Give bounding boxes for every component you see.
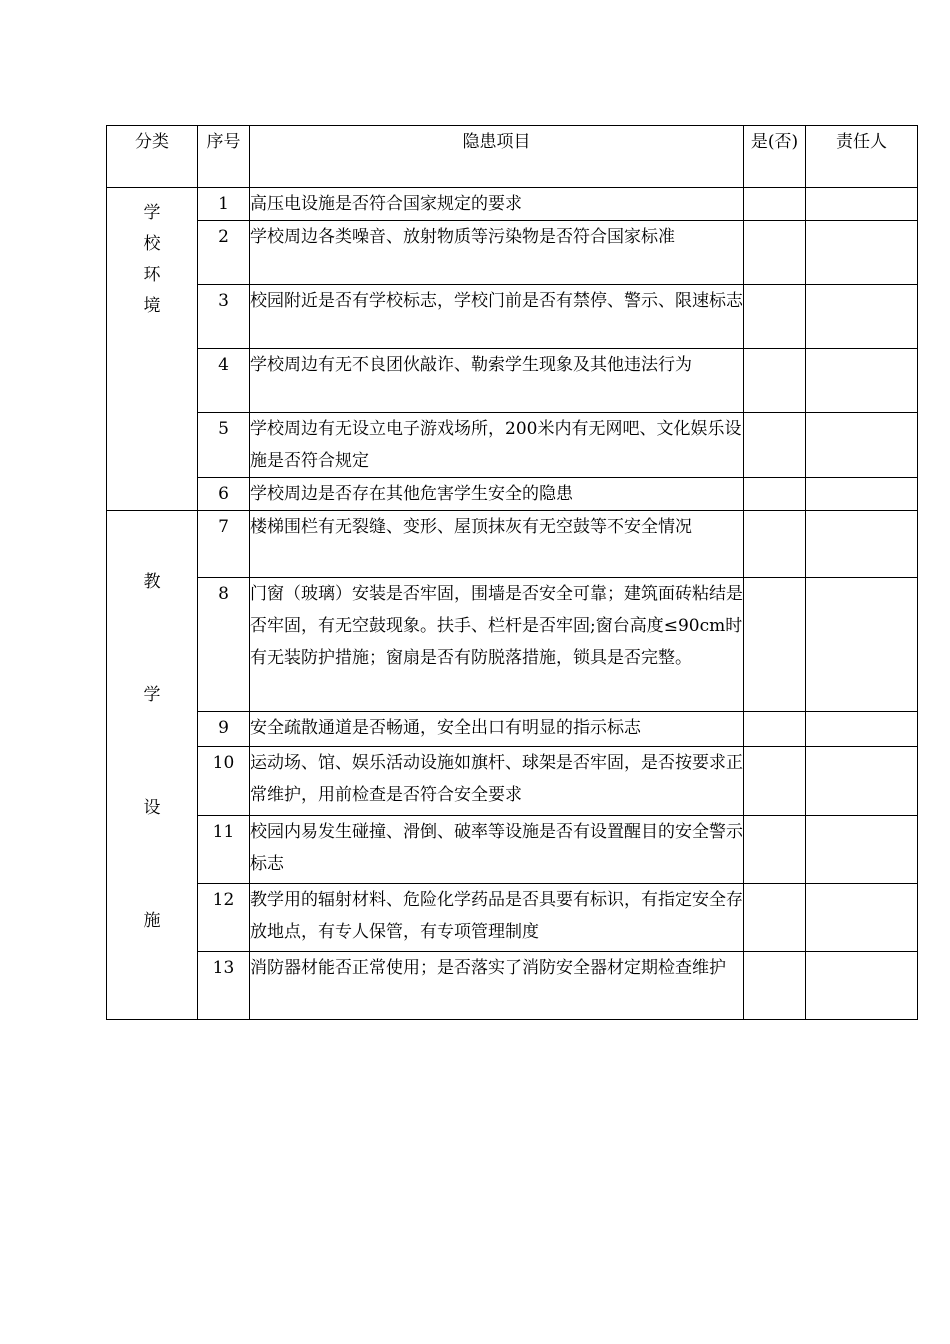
row-number: 7 bbox=[198, 511, 250, 578]
table-row bbox=[107, 221, 918, 285]
table-row bbox=[107, 511, 918, 578]
row-number: 10 bbox=[198, 747, 250, 815]
yes-no-cell[interactable] bbox=[744, 413, 806, 478]
hazard-checklist-table bbox=[106, 125, 918, 1020]
row-number: 11 bbox=[198, 815, 250, 883]
hazard-item: 教学用的辐射材料、危险化学药品是否具要有标识，有指定安全存放地点，有专人保管，有专项管理制度 bbox=[250, 884, 744, 952]
category-char: 校 bbox=[143, 234, 161, 254]
hazard-item: 楼梯围栏有无裂缝、变形、屋顶抹灰有无空鼓等不安全情况 bbox=[250, 511, 744, 578]
yes-no-cell[interactable] bbox=[744, 511, 806, 578]
category-char: 境 bbox=[143, 296, 161, 316]
category-char: 施 bbox=[143, 911, 161, 931]
hazard-item: 学校周边有无设立电子游戏场所，200米内有无网吧、文化娱乐设施是否符合规定 bbox=[250, 413, 744, 478]
yes-no-cell[interactable] bbox=[744, 478, 806, 511]
row-number: 13 bbox=[198, 952, 250, 1020]
category-char: 教 bbox=[143, 572, 161, 592]
category-char: 学 bbox=[143, 203, 161, 223]
yes-no-cell[interactable] bbox=[744, 221, 806, 285]
hazard-item: 消防器材能否正常使用；是否落实了消防安全器材定期检查维护 bbox=[250, 952, 744, 1020]
category-char: 环 bbox=[143, 265, 161, 285]
responsible-cell[interactable] bbox=[806, 285, 918, 349]
table-row bbox=[107, 952, 918, 1020]
hazard-item: 学校周边各类噪音、放射物质等污染物是否符合国家标准 bbox=[250, 221, 744, 285]
category-cell bbox=[107, 188, 198, 511]
yes-no-cell[interactable] bbox=[744, 747, 806, 815]
row-number: 5 bbox=[198, 413, 250, 478]
yes-no-cell[interactable] bbox=[744, 952, 806, 1020]
responsible-cell[interactable] bbox=[806, 712, 918, 747]
responsible-cell[interactable] bbox=[806, 413, 918, 478]
yes-no-cell[interactable] bbox=[744, 285, 806, 349]
header-yes-no: 是(否) bbox=[744, 126, 806, 188]
table-row bbox=[107, 349, 918, 413]
hazard-item: 门窗（玻璃）安装是否牢固，围墙是否安全可靠；建筑面砖粘结是否牢固，有无空鼓现象。扶手、栏杆是否牢固;窗台高度≤90cm时有无装防护措施；窗扇是否有防脱落措施，锁具是否完整。 bbox=[250, 578, 744, 712]
yes-no-cell[interactable] bbox=[744, 815, 806, 883]
category-cell bbox=[107, 511, 198, 1020]
responsible-cell[interactable] bbox=[806, 478, 918, 511]
row-number: 9 bbox=[198, 712, 250, 747]
table-row bbox=[107, 413, 918, 478]
header-category: 分类 bbox=[107, 126, 198, 188]
responsible-cell[interactable] bbox=[806, 884, 918, 952]
row-number: 8 bbox=[198, 578, 250, 712]
table-body bbox=[107, 188, 918, 1020]
yes-no-cell[interactable] bbox=[744, 188, 806, 221]
row-number: 3 bbox=[198, 285, 250, 349]
responsible-cell[interactable] bbox=[806, 952, 918, 1020]
row-number: 6 bbox=[198, 478, 250, 511]
header-number: 序号 bbox=[198, 126, 250, 188]
yes-no-cell[interactable] bbox=[744, 712, 806, 747]
responsible-cell[interactable] bbox=[806, 349, 918, 413]
hazard-item: 学校周边有无不良团伙敲诈、勒索学生现象及其他违法行为 bbox=[250, 349, 744, 413]
header-responsible: 责任人 bbox=[806, 126, 918, 188]
table-row bbox=[107, 478, 918, 511]
row-number: 2 bbox=[198, 221, 250, 285]
table-row bbox=[107, 188, 918, 221]
hazard-item: 学校周边是否存在其他危害学生安全的隐患 bbox=[250, 478, 744, 511]
responsible-cell[interactable] bbox=[806, 578, 918, 712]
table-row bbox=[107, 815, 918, 883]
hazard-item: 高压电设施是否符合国家规定的要求 bbox=[250, 188, 744, 221]
category-char: 学 bbox=[143, 685, 161, 705]
table-row bbox=[107, 712, 918, 747]
table-row bbox=[107, 578, 918, 712]
yes-no-cell[interactable] bbox=[744, 578, 806, 712]
responsible-cell[interactable] bbox=[806, 221, 918, 285]
responsible-cell[interactable] bbox=[806, 511, 918, 578]
header-row bbox=[107, 126, 918, 188]
responsible-cell[interactable] bbox=[806, 815, 918, 883]
yes-no-cell[interactable] bbox=[744, 349, 806, 413]
table-row bbox=[107, 747, 918, 815]
category-char: 设 bbox=[143, 798, 161, 818]
table-row bbox=[107, 884, 918, 952]
responsible-cell[interactable] bbox=[806, 188, 918, 221]
yes-no-cell[interactable] bbox=[744, 884, 806, 952]
header-item: 隐患项目 bbox=[250, 126, 744, 188]
hazard-item: 安全疏散通道是否畅通，安全出口有明显的指示标志 bbox=[250, 712, 744, 747]
hazard-item: 校园附近是否有学校标志，学校门前是否有禁停、警示、限速标志 bbox=[250, 285, 744, 349]
responsible-cell[interactable] bbox=[806, 747, 918, 815]
hazard-item: 校园内易发生碰撞、滑倒、破率等设施是否有设置醒目的安全警示标志 bbox=[250, 815, 744, 883]
row-number: 1 bbox=[198, 188, 250, 221]
row-number: 12 bbox=[198, 884, 250, 952]
hazard-item: 运动场、馆、娱乐活动设施如旗杆、球架是否牢固，是否按要求正常维护，用前检查是否符合安全要求 bbox=[250, 747, 744, 815]
table-row bbox=[107, 285, 918, 349]
row-number: 4 bbox=[198, 349, 250, 413]
